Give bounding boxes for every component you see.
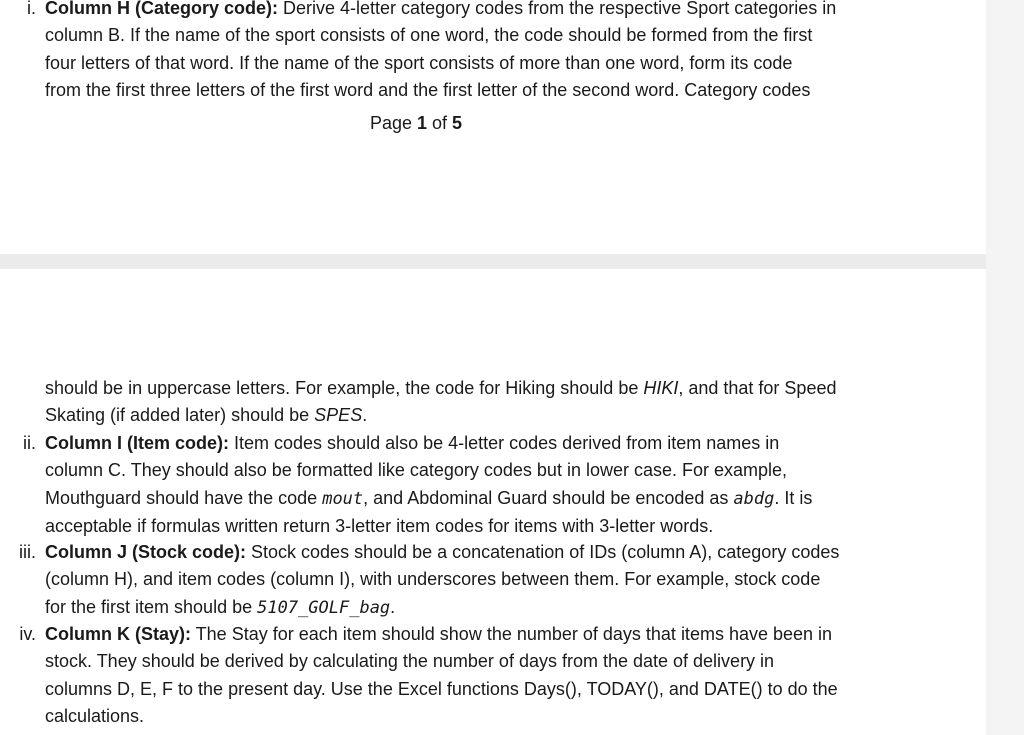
item-title: Column J (Stock code):: [45, 542, 247, 562]
list-item-text: Column H (Category code): Derive 4-letter category codes from the respective Sport categories in column B. If the name of the sport consists of one word, the code should be formed from the first four letters of that word. If the name of the sport consists of more than one word, form its code from the first three letters of the first word and the first letter of the second word. Category codes: [45, 0, 837, 100]
list-marker: i.: [27, 0, 36, 18]
item-title: Column H (Category code):: [45, 0, 279, 18]
list-item-text: Column K (Stay): The Stay for each item should show the number of days that items have been in stock. They should be derived by calculating the number of days from the date of delivery in columns D, E, F to the present day. Use the Excel functions Days(), TODAY(), and DATE() to do the calculations.: [45, 624, 838, 726]
page-footer: Page 1 of 5: [369, 113, 463, 133]
list-item-text: should be in uppercase letters. For example, the code for Hiking should be HIKI, and that for Speed Skating (if added later) should be SPES.: [45, 378, 837, 426]
page-2: [0, 269, 986, 735]
current-page-number: 1: [417, 113, 428, 133]
list-item-text: Column J (Stock code): Stock codes should be a concatenation of IDs (column A), category codes (column H), and item codes (column I), with underscores between them. For example, stock code for the first item should be 5107_GOLF_bag.: [45, 542, 840, 618]
code-example: 5107_GOLF_bag: [257, 597, 391, 618]
scrollbar-track[interactable]: [986, 0, 1024, 735]
list-marker: iv.: [19, 624, 36, 644]
code-example: abdg: [733, 488, 775, 509]
page-1: [0, 0, 986, 254]
list-marker: iii.: [19, 542, 36, 562]
total-pages-number: 5: [452, 113, 463, 133]
code-example: mout: [322, 488, 364, 509]
item-title: Column K (Stay):: [45, 624, 191, 644]
list-marker: ii.: [23, 433, 36, 453]
code-example: SPES: [314, 405, 363, 426]
item-title: Column I (Item code):: [45, 433, 229, 453]
list-item-text: Column I (Item code): Item codes should also be 4-letter codes derived from item names in column C. They should also be formatted like category codes but in lower case. For example, Mouthguard should have the code mout, and Abdominal Guard should be encoded as abdg. It is acceptable if formulas written return 3-letter item codes for items with 3-letter words.: [45, 433, 813, 536]
code-example: HIKI: [643, 378, 679, 398]
